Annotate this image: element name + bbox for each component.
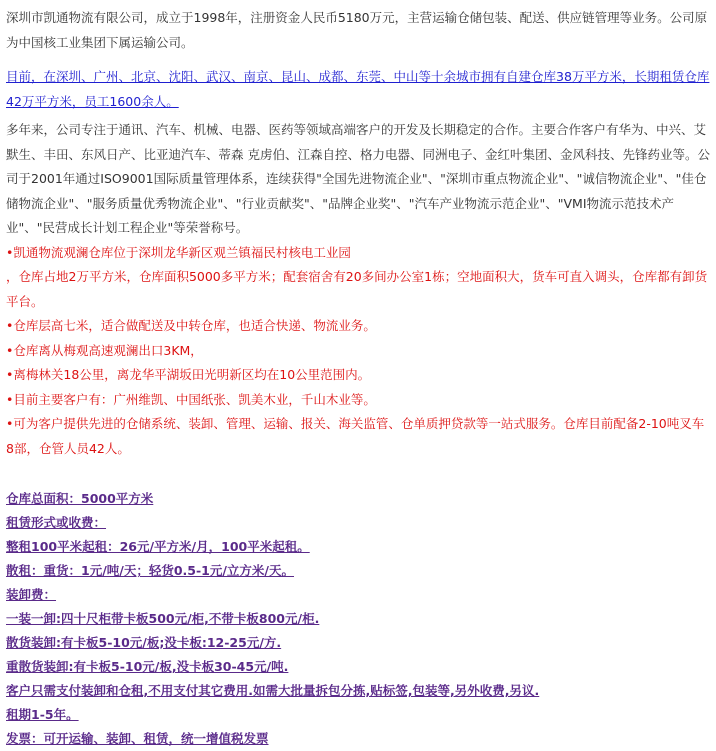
warehouse-point: •凯通物流观澜仓库位于深圳龙华新区观兰镇福民村核电工业园 [6, 244, 351, 260]
pricing-line-container[interactable]: 一装一卸:四十尺柜带卡板500元/柜,不带卡板800元/柜. [6, 611, 320, 626]
pricing-line-bulk-handling[interactable]: 散货装卸:有卡板5-10元/板;没卡板:12-25元/方. [6, 635, 282, 650]
network-highlight-link[interactable]: 目前，在深圳、广州、北京、沈阳、武汉、南京、昆山、成都、东莞、中山等十余城市拥有自建仓库38万平方米，长期租赁仓库42万平方米，员工1600余人。 [6, 69, 710, 109]
article [6, 6, 710, 751]
pricing-line-handling-fee[interactable]: 装卸费： [6, 587, 57, 602]
pricing-line-heavy-handling[interactable]: 重散货装卸:有卡板5-10元/板,没卡板30-45元/吨. [6, 659, 289, 674]
pricing-line-rental-form[interactable]: 租赁形式或收费： [6, 515, 107, 530]
warehouse-point: •仓库离从梅观高速观澜出口3KM， [6, 342, 203, 358]
pricing-line-bulk-lease[interactable]: 散租：重货：1元/吨/天；轻货0.5-1元/立方米/天。 [6, 563, 294, 578]
pricing-line-whole-lease[interactable]: 整租100平米起租：26元/平方米/月，100平米起租。 [6, 539, 310, 554]
warehouse-point: •可为客户提供先进的仓储系统、装卸、管理、运输、报关、海关监管、仓单质押贷款等一站式服务。仓库目前配备2-10吨叉车8部，仓管人员42人。 [6, 416, 705, 456]
pricing-section [6, 487, 710, 751]
pricing-line-lease-term[interactable]: 租期1-5年。 [6, 707, 79, 722]
company-intro: 深圳市凯通物流有限公司，成立于1998年，注册资金人民币5180万元，主营运输仓储包装、配送、供应链管理等业务。公司原为中国核工业集团下属运输公司。 [6, 10, 708, 50]
warehouse-point: ，仓库占地2万平方米，仓库面积5000多平方米；配套宿舍有20多间办公室1栋；空地面积大，货车可直入调头，仓库都有卸货平台。 [6, 269, 708, 309]
warehouse-points [6, 241, 710, 462]
clients-and-awards: 多年来，公司专注于通讯、汽车、机械、电器、医药等领域高端客户的开发及长期稳定的合作。主要合作客户有华为、中兴、艾默生、丰田、东风日产、比亚迪汽车、蒂森 克虏伯、江森自控、格力电器、同洲电子、金红叶集团、金风科技、先锋药业等。公司于2001年通过ISO9001国际质量管理体系，连续获得"全国先进物流企业"、"深圳市重点物流企业"、"诚信物流企业"、"佳仓储物流企业"、"服务质量优秀物流企业"、"行业贡献奖"、"品牌企业奖"、"汽车产业物流示范企业"、"VMI物流示范技术产业"、"民营成长计划工程企业"等荣誉称号。 [6, 122, 710, 235]
warehouse-point: •离梅林关18公里，离龙华平湖坂田光明新区均在10公里范围内。 [6, 367, 371, 382]
pricing-line-extra-fees[interactable]: 客户只需支付装卸和仓租,不用支付其它费用.如需大批量拆包分拣,贴标签,包装等,另外收费,另议. [6, 683, 540, 698]
pricing-line-total-area[interactable]: 仓库总面积：5000平方米 [6, 491, 154, 506]
pricing-line-invoice[interactable]: 发票：可开运输、装卸、租赁，统一增值税发票 [6, 731, 269, 746]
warehouse-point: •仓库层高七米，适合做配送及中转仓库，也适合快递、物流业务。 [6, 318, 376, 333]
warehouse-point: •目前主要客户有：广州维凯、中国纸张、凯美木业，千山木业等。 [6, 391, 376, 407]
